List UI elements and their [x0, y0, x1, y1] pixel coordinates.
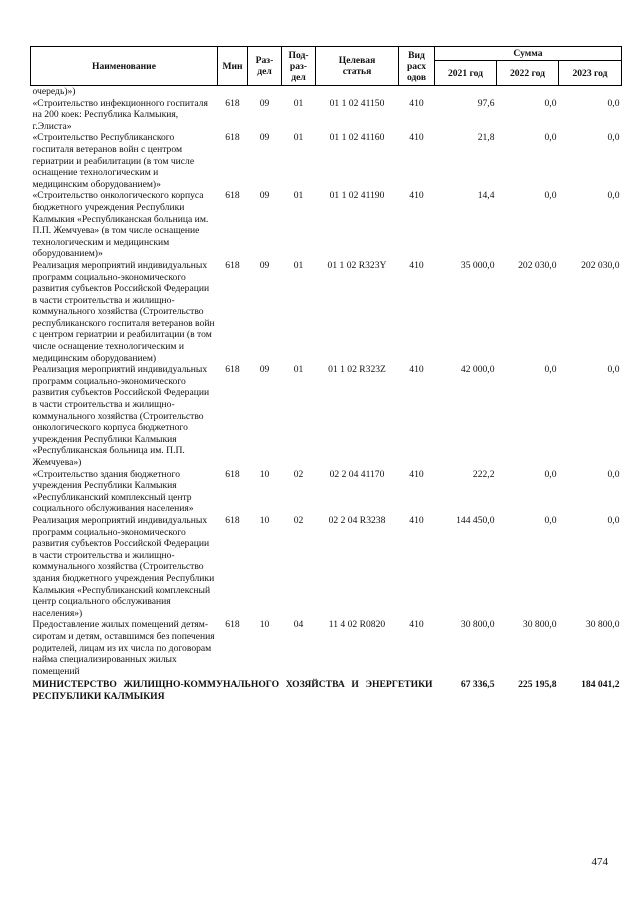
- row-vid: 410: [409, 259, 424, 271]
- row-statya: 01 1 02 R323Y: [327, 259, 387, 271]
- row-podrazdel: 02: [293, 468, 304, 480]
- row-podrazdel: 01: [293, 190, 304, 202]
- row-vid: 410: [409, 190, 424, 202]
- header-podrazdel: Под- раз- дел: [282, 47, 316, 86]
- row-2022: 30 800,0: [522, 619, 557, 631]
- budget-sheet: [30, 46, 621, 702]
- row-2021: 35 000,0: [460, 259, 495, 271]
- row-podrazdel: 02: [293, 514, 304, 526]
- row-2023: 0,0: [607, 468, 620, 480]
- header-min: Мин: [218, 47, 248, 86]
- row-2022: 202 030,0: [518, 259, 557, 271]
- page-number: 474: [591, 856, 608, 868]
- header-razdel: Раз- дел: [248, 47, 282, 86]
- row-2023: 0,0: [607, 190, 620, 202]
- row-2022: 0,0: [544, 514, 557, 526]
- header-year-2023: 2023 год: [559, 61, 622, 86]
- row-2023: 30 800,0: [585, 619, 620, 631]
- row-min: [218, 86, 248, 98]
- row-2021: 97,6: [477, 97, 495, 109]
- total-2023: 184 041,2: [581, 679, 620, 691]
- row-name: Реализация мероприятий индивидуальных программ социально-экономического развития субъектов Российской Федерации в части строительства и жилищно-коммунального хозяйства (Строительство здания бюджетного учреждения Республики Калмыкия «Республиканский комплексный центр социального обслуживания населения»): [32, 514, 215, 619]
- table-row: [31, 86, 622, 98]
- row-min: 618: [225, 132, 240, 144]
- row-statya: 01 1 02 41150: [329, 97, 385, 109]
- row-statya: 01 1 02 41160: [329, 132, 385, 144]
- header-summa: Сумма: [435, 47, 622, 61]
- row-min: 618: [225, 619, 240, 631]
- total-row: [31, 677, 622, 702]
- row-2022: 0,0: [544, 132, 557, 144]
- row-2021: 14,4: [477, 190, 495, 202]
- header-year-2022: 2022 год: [497, 61, 559, 86]
- row-2023: 0,0: [607, 364, 620, 376]
- row-podrazdel: 01: [293, 364, 304, 376]
- budget-table: [30, 46, 622, 702]
- row-razdel: 09: [259, 97, 270, 109]
- row-vid: 410: [409, 468, 424, 480]
- table-row: [31, 619, 622, 677]
- row-razdel: 09: [259, 364, 270, 376]
- header-name: Наименование: [31, 47, 218, 86]
- row-vid: 410: [409, 132, 424, 144]
- row-razdel: 09: [259, 190, 270, 202]
- row-statya: 02 2 04 R3238: [328, 514, 386, 526]
- row-podrazdel: [282, 86, 316, 98]
- row-2023: 0,0: [607, 132, 620, 144]
- row-statya: 01 1 02 41190: [329, 190, 385, 202]
- row-2022: 0,0: [544, 468, 557, 480]
- row-razdel: 09: [259, 132, 270, 144]
- row-min: 618: [225, 97, 240, 109]
- row-2021: 30 800,0: [460, 619, 495, 631]
- table-row: [31, 260, 622, 364]
- row-statya: [316, 86, 399, 98]
- row-statya: 02 2 04 41170: [329, 468, 385, 480]
- row-min: 618: [225, 364, 240, 376]
- row-2022: 0,0: [544, 97, 557, 109]
- header-statya: Целевая статья: [316, 47, 399, 86]
- total-name: МИНИСТЕРСТВО ЖИЛИЩНО-КОММУНАЛЬНОГО ХОЗЯЙСТВА И ЭНЕРГЕТИКИ РЕСПУБЛИКИ КАЛМЫКИЯ: [32, 679, 433, 702]
- row-2023: 0,0: [607, 97, 620, 109]
- row-min: 618: [225, 190, 240, 202]
- total-2021: 67 336,5: [460, 679, 495, 691]
- row-razdel: 10: [259, 514, 270, 526]
- total-2022: 225 195,8: [518, 679, 557, 691]
- row-name: Реализация мероприятий индивидуальных программ социально-экономического развития субъектов Российской Федерации в части строительства и жилищно-коммунального хозяйства (Строительство республиканского госпиталя ветеранов войн с центром гериатрии и реабилитации (в том числе оснащение технологическим и медицинским оборудованием): [32, 259, 215, 364]
- row-2022: 0,0: [544, 190, 557, 202]
- row-min: 618: [225, 468, 240, 480]
- row-2021: [435, 86, 497, 98]
- row-2023: 202 030,0: [581, 259, 620, 271]
- table-row: [31, 364, 622, 468]
- row-name: Предоставление жилых помещений детям-сиротам и детям, оставшимся без попечения родителей, лицам из их числа по договорам найма специализированных жилых помещений: [32, 619, 215, 677]
- row-podrazdel: 01: [293, 259, 304, 271]
- row-2021: 222,2: [472, 468, 495, 480]
- row-statya: 01 1 02 R323Z: [328, 364, 386, 376]
- row-name: «Строительство здания бюджетного учреждения Республики Калмыкия «Республиканский комплексный центр социального обслуживания населения»: [32, 468, 194, 515]
- row-name: «Строительство Республиканского госпиталя ветеранов войн с центром гериатрии и реабилитации (в том числе оснащение технологическим и медицинским оборудованием)»: [32, 132, 195, 190]
- table-row: [31, 190, 622, 260]
- table-row: [31, 132, 622, 190]
- row-podrazdel: 01: [293, 97, 304, 109]
- row-min: 618: [225, 259, 240, 271]
- row-vid: 410: [409, 97, 424, 109]
- header-year-2021: 2021 год: [435, 61, 497, 86]
- row-name: «Строительство инфекционного госпиталя на 200 коек: Республика Калмыкия, г.Элиста»: [32, 97, 208, 132]
- header-vid: Вид расх одов: [399, 47, 435, 86]
- row-name: очередь)»): [32, 86, 76, 97]
- row-podrazdel: 04: [293, 619, 304, 631]
- row-2021: 42 000,0: [460, 364, 495, 376]
- row-razdel: [248, 86, 282, 98]
- table-row: [31, 515, 622, 619]
- row-statya: 11 4 02 R0820: [328, 619, 386, 631]
- row-2023: [559, 86, 622, 98]
- row-vid: [399, 86, 435, 98]
- row-min: 618: [225, 514, 240, 526]
- row-2021: 21,8: [477, 132, 495, 144]
- row-razdel: 10: [259, 619, 270, 631]
- row-2023: 0,0: [607, 514, 620, 526]
- row-vid: 410: [409, 364, 424, 376]
- row-vid: 410: [409, 514, 424, 526]
- table-body: [31, 86, 622, 678]
- row-2022: [497, 86, 559, 98]
- row-razdel: 09: [259, 259, 270, 271]
- row-podrazdel: 01: [293, 132, 304, 144]
- table-row: [31, 98, 622, 133]
- row-name: «Строительство онкологического корпуса бюджетного учреждения Республики Калмыкия «Республиканская больница им. П.П. Жемчуева» (в том числе оснащение технологическим и медицинским оборудованием)»: [32, 190, 209, 260]
- row-2022: 0,0: [544, 364, 557, 376]
- table-row: [31, 469, 622, 515]
- row-vid: 410: [409, 619, 424, 631]
- row-name: Реализация мероприятий индивидуальных программ социально-экономического развития субъектов Российской Федерации в части строительства и жилищно-коммунального хозяйства (Строительство онкологического корпуса бюджетного учреждения Республики Калмыкия «Республиканская больница им. П.П. Жемчуева»): [32, 364, 210, 468]
- row-razdel: 10: [259, 468, 270, 480]
- row-2021: 144 450,0: [456, 514, 495, 526]
